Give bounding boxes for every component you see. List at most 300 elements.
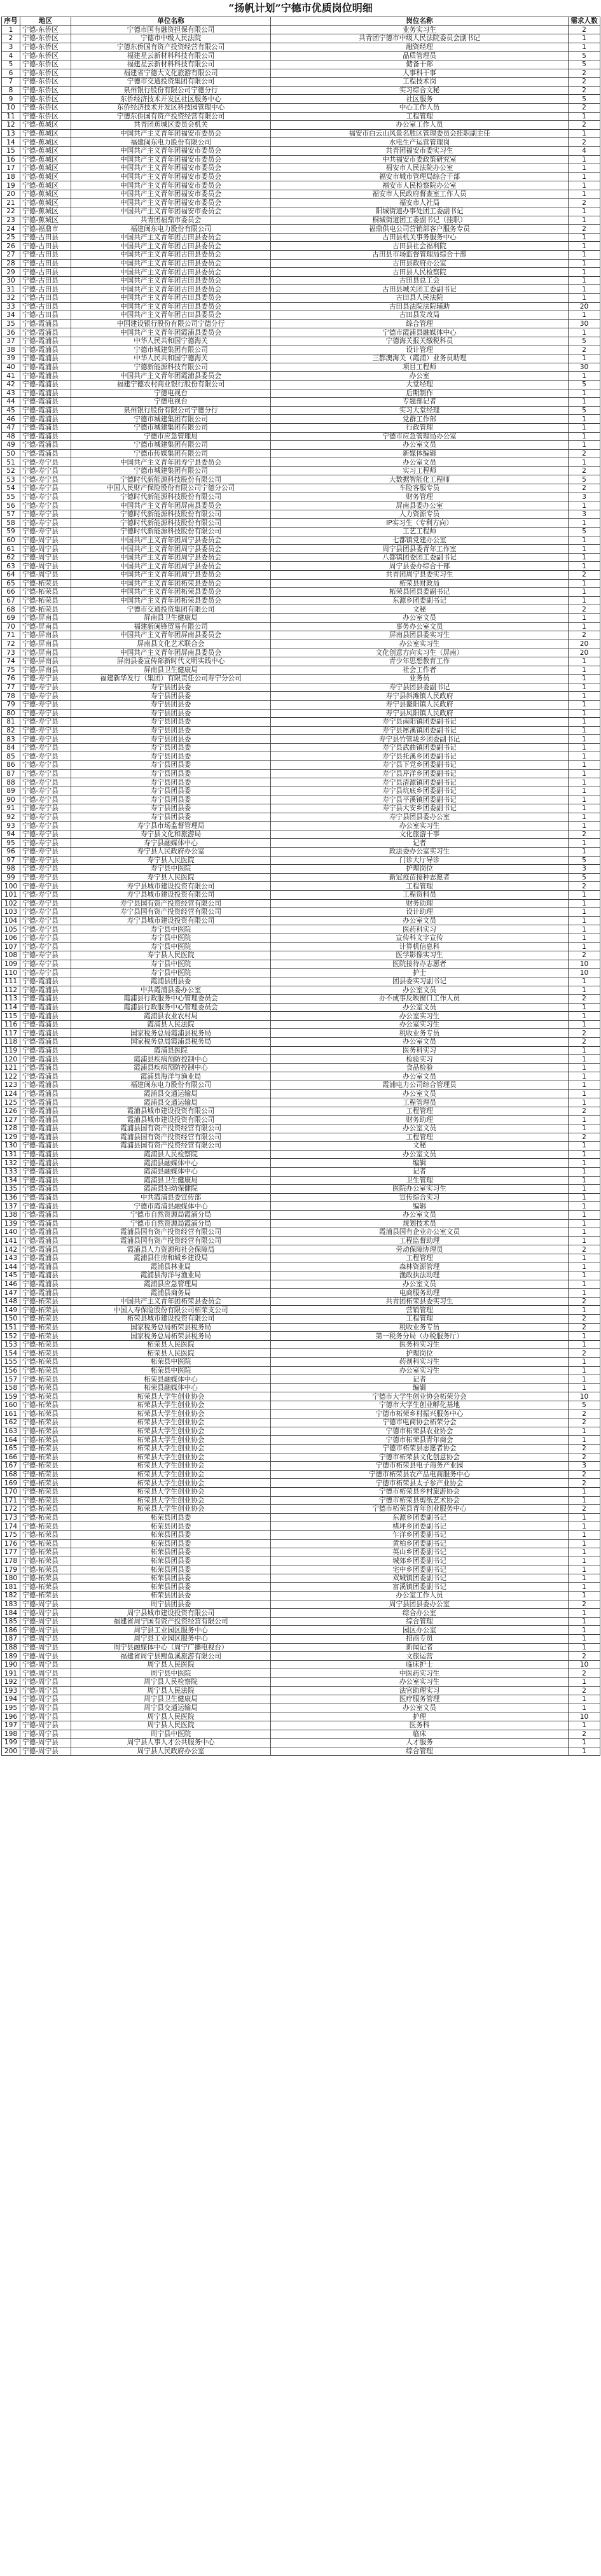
row-position-name: 编辑 bbox=[271, 1159, 569, 1168]
row-number: 83 bbox=[2, 735, 20, 744]
positions-table bbox=[1, 17, 600, 1756]
row-number: 93 bbox=[2, 822, 20, 830]
row-position-name: 医学影像实习生 bbox=[271, 951, 569, 960]
row-headcount: 20 bbox=[569, 302, 600, 311]
row-district: 宁德-霞浦县 bbox=[20, 1038, 71, 1047]
row-district: 宁德-东侨区 bbox=[20, 78, 71, 87]
row-headcount: 1 bbox=[569, 1124, 600, 1133]
row-number: 45 bbox=[2, 406, 20, 415]
row-district: 宁德-柘荣县 bbox=[20, 1574, 71, 1583]
row-district: 宁德-霞浦县 bbox=[20, 1202, 71, 1211]
row-position-name: 大堂经理 bbox=[271, 380, 569, 389]
row-number: 185 bbox=[2, 1617, 20, 1626]
row-unit-name: 寿宁县融媒体中心 bbox=[71, 839, 271, 848]
row-position-name: 财务助理 bbox=[271, 899, 569, 908]
row-position-name: 古田县人民法院 bbox=[271, 294, 569, 303]
row-unit-name: 国家税务总局霞浦县税务局 bbox=[71, 1038, 271, 1047]
row-position-name: 文化旅游干事 bbox=[271, 830, 569, 839]
row-district: 宁德-柘荣县 bbox=[20, 1479, 71, 1488]
row-district: 宁德-柘荣县 bbox=[20, 1427, 71, 1436]
row-number: 197 bbox=[2, 1721, 20, 1730]
row-district: 宁德-蕉城区 bbox=[20, 138, 71, 147]
row-headcount: 1 bbox=[569, 1583, 600, 1592]
row-unit-name: 宁德市城建集团有限公司 bbox=[71, 423, 271, 432]
row-headcount: 2 bbox=[569, 1479, 600, 1488]
row-headcount: 2 bbox=[569, 103, 600, 112]
row-headcount: 1 bbox=[569, 164, 600, 173]
row-unit-name: 福建省周宁县鲤鱼溪旅游有限公司 bbox=[71, 1652, 271, 1661]
table-row bbox=[2, 432, 600, 441]
row-number: 133 bbox=[2, 1167, 20, 1176]
row-headcount: 1 bbox=[569, 908, 600, 917]
table-row bbox=[2, 769, 600, 778]
table-row bbox=[2, 1565, 600, 1574]
row-position-name: 财务助理 bbox=[271, 1116, 569, 1124]
row-unit-name: 福建闽东电力股份有限公司 bbox=[71, 138, 271, 147]
row-number: 85 bbox=[2, 752, 20, 761]
row-unit-name: 霞浦县国有资产投资经营有限公司 bbox=[71, 1133, 271, 1142]
row-number: 8 bbox=[2, 86, 20, 95]
row-unit-name: 霞浦县融媒体中心 bbox=[71, 1159, 271, 1168]
row-headcount: 1 bbox=[569, 553, 600, 562]
row-headcount: 2 bbox=[569, 1652, 600, 1661]
row-number: 73 bbox=[2, 648, 20, 657]
row-number: 188 bbox=[2, 1643, 20, 1652]
row-position-name: 储备干部 bbox=[271, 60, 569, 69]
table-row bbox=[2, 1496, 600, 1505]
row-number: 146 bbox=[2, 1280, 20, 1289]
table-row bbox=[2, 172, 600, 181]
row-unit-name: 中国共产主义青年团福安市委员会 bbox=[71, 129, 271, 138]
row-district: 宁德-霞浦县 bbox=[20, 995, 71, 1004]
row-district: 宁德-霞浦县 bbox=[20, 1124, 71, 1133]
row-district: 宁德-柘荣县 bbox=[20, 1487, 71, 1496]
row-headcount: 5 bbox=[569, 60, 600, 69]
table-row bbox=[2, 155, 600, 164]
row-unit-name: 宁德东侨国有资产投资经营有限公司 bbox=[71, 112, 271, 121]
row-position-name: 记者 bbox=[271, 1375, 569, 1384]
row-number: 21 bbox=[2, 199, 20, 207]
row-district: 宁德-柘荣县 bbox=[20, 1462, 71, 1471]
row-headcount: 3 bbox=[569, 865, 600, 874]
row-position-name: 办公室文员 bbox=[271, 986, 569, 995]
row-number: 47 bbox=[2, 423, 20, 432]
row-district: 宁德-屏南县 bbox=[20, 631, 71, 640]
row-number: 71 bbox=[2, 631, 20, 640]
row-headcount: 1 bbox=[569, 1185, 600, 1194]
row-headcount: 1 bbox=[569, 1150, 600, 1159]
row-number: 191 bbox=[2, 1669, 20, 1678]
table-row bbox=[2, 1020, 600, 1029]
row-unit-name: 中华人民共和国宁德海关 bbox=[71, 337, 271, 346]
row-headcount: 1 bbox=[569, 1436, 600, 1445]
row-unit-name: 寿宁县国有资产投资经营有限公司 bbox=[71, 899, 271, 908]
row-headcount: 2 bbox=[569, 1418, 600, 1427]
row-unit-name: 霞浦县交通运输局 bbox=[71, 1089, 271, 1098]
table-row bbox=[2, 1072, 600, 1081]
table-row bbox=[2, 683, 600, 692]
row-unit-name: 泉州银行股份有限公司宁德分行 bbox=[71, 86, 271, 95]
table-row bbox=[2, 86, 600, 95]
row-unit-name: 寿宁县团县委 bbox=[71, 752, 271, 761]
row-position-name: 办公室文员 bbox=[271, 458, 569, 467]
row-district: 宁德-霞浦县 bbox=[20, 346, 71, 354]
row-unit-name: 柘荣县团县委 bbox=[71, 1530, 271, 1539]
row-headcount: 2 bbox=[569, 225, 600, 234]
row-district: 宁德-古田县 bbox=[20, 311, 71, 320]
row-district: 宁德-霞浦县 bbox=[20, 1167, 71, 1176]
row-district: 宁德-柘荣县 bbox=[20, 1436, 71, 1445]
row-district: 宁德-寿宁县 bbox=[20, 683, 71, 692]
row-number: 139 bbox=[2, 1219, 20, 1228]
row-district: 宁德-周宁县 bbox=[20, 1626, 71, 1635]
row-unit-name: 霞浦县城市建设投资有限公司 bbox=[71, 1107, 271, 1116]
row-district: 宁德-周宁县 bbox=[20, 571, 71, 580]
row-unit-name: 霞浦县妇幼保健院 bbox=[71, 1185, 271, 1194]
table-row bbox=[2, 466, 600, 475]
row-unit-name: 寿宁县人民医院 bbox=[71, 873, 271, 882]
row-headcount: 2 bbox=[569, 1730, 600, 1739]
row-headcount: 1 bbox=[569, 1072, 600, 1081]
row-headcount: 1 bbox=[569, 1142, 600, 1151]
row-headcount: 1 bbox=[569, 1358, 600, 1367]
row-district: 宁德-柘荣县 bbox=[20, 1401, 71, 1410]
row-headcount: 2 bbox=[569, 1470, 600, 1479]
row-number: 194 bbox=[2, 1695, 20, 1704]
row-headcount: 1 bbox=[569, 1340, 600, 1349]
row-number: 37 bbox=[2, 337, 20, 346]
row-position-name: 办公室文员 bbox=[271, 613, 569, 622]
row-position-name: 人才服务 bbox=[271, 1739, 569, 1747]
table-row bbox=[2, 1643, 600, 1652]
table-row bbox=[2, 942, 600, 951]
table-row bbox=[2, 873, 600, 882]
row-position-name: 财务管理 bbox=[271, 493, 569, 501]
row-position-name: 医务科实习生 bbox=[271, 1340, 569, 1349]
table-row bbox=[2, 856, 600, 865]
row-number: 57 bbox=[2, 510, 20, 519]
row-number: 41 bbox=[2, 372, 20, 381]
row-district: 宁德-霞浦县 bbox=[20, 1012, 71, 1021]
row-number: 117 bbox=[2, 1029, 20, 1038]
row-number: 151 bbox=[2, 1323, 20, 1332]
row-number: 60 bbox=[2, 536, 20, 545]
row-unit-name: 中国共产主义青年团霞浦县委员会 bbox=[71, 372, 271, 381]
row-number: 23 bbox=[2, 216, 20, 225]
row-position-name: 寿宁县犀溪镇团委副书记 bbox=[271, 726, 569, 735]
row-number: 68 bbox=[2, 605, 20, 614]
row-unit-name: 宁德时代新能源科技股份有限公司 bbox=[71, 510, 271, 519]
table-row bbox=[2, 268, 600, 277]
table-row bbox=[2, 319, 600, 328]
row-number: 175 bbox=[2, 1530, 20, 1539]
row-district: 宁德-霞浦县 bbox=[20, 1081, 71, 1090]
row-number: 190 bbox=[2, 1660, 20, 1669]
table-row bbox=[2, 1427, 600, 1436]
table-row bbox=[2, 1539, 600, 1548]
row-headcount: 1 bbox=[569, 1695, 600, 1704]
table-row bbox=[2, 613, 600, 622]
table-row bbox=[2, 233, 600, 242]
row-position-name: 文旅运营 bbox=[271, 1652, 569, 1661]
row-district: 宁德-柘荣县 bbox=[20, 1323, 71, 1332]
row-number: 174 bbox=[2, 1522, 20, 1531]
row-unit-name: 霞浦县人民检察院 bbox=[71, 1150, 271, 1159]
row-unit-name: 周宁县卫生健康局 bbox=[71, 1695, 271, 1704]
row-district: 宁德-周宁县 bbox=[20, 1609, 71, 1618]
row-unit-name: 福建星云新材料科技有限公司 bbox=[71, 52, 271, 60]
row-position-name: 临床护士 bbox=[271, 1660, 569, 1669]
row-district: 宁德-霞浦县 bbox=[20, 1289, 71, 1298]
row-headcount: 5 bbox=[569, 873, 600, 882]
row-unit-name: 中国共产主义青年团周宁县委员会 bbox=[71, 553, 271, 562]
table-row bbox=[2, 1133, 600, 1142]
row-position-name: 车险客服专员 bbox=[271, 484, 569, 493]
row-position-name: 办公室文员 bbox=[271, 1124, 569, 1133]
row-unit-name: 柘荣县城市建设投资有限公司 bbox=[71, 1315, 271, 1324]
row-unit-name: 国家税务总局霞浦县税务局 bbox=[71, 1029, 271, 1038]
row-unit-name: 寿宁县中医院 bbox=[71, 925, 271, 934]
table-row bbox=[2, 1366, 600, 1375]
row-position-name: 寿宁县团县委副书记 bbox=[271, 683, 569, 692]
row-position-name: 人事科干事 bbox=[271, 69, 569, 78]
row-number: 13 bbox=[2, 129, 20, 138]
row-number: 25 bbox=[2, 233, 20, 242]
table-row bbox=[2, 1012, 600, 1021]
table-row bbox=[2, 43, 600, 52]
row-position-name: 宁德市大学生创业孵化基地 bbox=[271, 1401, 569, 1410]
row-district: 宁德-古田县 bbox=[20, 233, 71, 242]
row-district: 宁德-东侨区 bbox=[20, 25, 71, 34]
row-headcount: 10 bbox=[569, 960, 600, 969]
row-district: 宁德-蕉城区 bbox=[20, 172, 71, 181]
row-district: 宁德-柘荣县 bbox=[20, 1383, 71, 1392]
row-district: 宁德-霞浦县 bbox=[20, 1185, 71, 1194]
row-position-name: 大数据智能化工程师 bbox=[271, 475, 569, 484]
row-position-name: 工程资料员 bbox=[271, 890, 569, 899]
row-number: 113 bbox=[2, 995, 20, 1004]
row-number: 6 bbox=[2, 69, 20, 78]
table-row bbox=[2, 294, 600, 303]
row-district: 宁德-柘荣县 bbox=[20, 1410, 71, 1418]
row-unit-name: 霞浦县商务局 bbox=[71, 1289, 271, 1298]
row-district: 宁德-寿宁县 bbox=[20, 484, 71, 493]
row-number: 102 bbox=[2, 899, 20, 908]
row-position-name: 编辑 bbox=[271, 1202, 569, 1211]
row-unit-name: 中国共产主义青年团古田县委员会 bbox=[71, 242, 271, 251]
row-district: 宁德-霞浦县 bbox=[20, 423, 71, 432]
row-unit-name: 霞浦县团县委 bbox=[71, 977, 271, 986]
row-position-name: 柘荣县财政局 bbox=[271, 579, 569, 588]
row-district: 宁德-周宁县 bbox=[20, 1695, 71, 1704]
row-district: 宁德-寿宁县 bbox=[20, 761, 71, 770]
row-unit-name: 宁德市应急管理局 bbox=[71, 432, 271, 441]
row-district: 宁德-霞浦县 bbox=[20, 337, 71, 346]
row-district: 宁德-周宁县 bbox=[20, 1704, 71, 1712]
row-position-name: 古田县社会福利院 bbox=[271, 242, 569, 251]
row-number: 7 bbox=[2, 78, 20, 87]
row-headcount: 5 bbox=[569, 337, 600, 346]
row-unit-name: 寿宁县中医院 bbox=[71, 934, 271, 942]
row-headcount: 1 bbox=[569, 1617, 600, 1626]
table-row bbox=[2, 934, 600, 942]
row-headcount: 1 bbox=[569, 34, 600, 43]
row-headcount: 1 bbox=[569, 207, 600, 216]
row-district: 宁德-柘荣县 bbox=[20, 1505, 71, 1514]
row-headcount: 1 bbox=[569, 1063, 600, 1072]
row-position-name: 卫生管理 bbox=[271, 1176, 569, 1185]
table-row bbox=[2, 830, 600, 839]
row-headcount: 2 bbox=[569, 1600, 600, 1609]
row-district: 宁德-霞浦县 bbox=[20, 1176, 71, 1185]
row-headcount: 1 bbox=[569, 372, 600, 381]
row-unit-name: 霞浦县国有资产投资经营有限公司 bbox=[71, 1124, 271, 1133]
table-row bbox=[2, 103, 600, 112]
row-headcount: 2 bbox=[569, 1315, 600, 1324]
table-row bbox=[2, 865, 600, 874]
row-unit-name: 宁德时代新能源科技股份有限公司 bbox=[71, 528, 271, 536]
row-number: 64 bbox=[2, 571, 20, 580]
row-unit-name: 宁德市交通投资集团有限公司 bbox=[71, 78, 271, 87]
table-row bbox=[2, 1297, 600, 1306]
row-unit-name: 柘荣县大学生创业协会 bbox=[71, 1470, 271, 1479]
row-position-name: 医院接待办志愿者 bbox=[271, 960, 569, 969]
row-unit-name: 中国共产主义青年团福安市委员会 bbox=[71, 146, 271, 155]
table-row bbox=[2, 285, 600, 294]
table-row bbox=[2, 908, 600, 917]
table-row bbox=[2, 579, 600, 588]
table-row bbox=[2, 458, 600, 467]
table-row bbox=[2, 848, 600, 857]
row-district: 宁德-寿宁县 bbox=[20, 960, 71, 969]
row-number: 24 bbox=[2, 225, 20, 234]
row-unit-name: 宁德市中级人民法院 bbox=[71, 34, 271, 43]
row-headcount: 1 bbox=[569, 1747, 600, 1756]
row-unit-name: 中国人民财产保险股份有限公司宁德分公司 bbox=[71, 484, 271, 493]
row-unit-name: 霞浦县农业农村局 bbox=[71, 1012, 271, 1021]
row-unit-name: 东侨经济技术开发区科技园管理中心 bbox=[71, 103, 271, 112]
row-unit-name: 中国共产主义青年团周宁县委员会 bbox=[71, 545, 271, 554]
row-district: 宁德-福鼎市 bbox=[20, 225, 71, 234]
row-headcount: 1 bbox=[569, 1635, 600, 1644]
row-position-name: 福安市人民法院办公室 bbox=[271, 164, 569, 173]
row-district: 宁德-屏南县 bbox=[20, 613, 71, 622]
row-district: 宁德-寿宁县 bbox=[20, 735, 71, 744]
row-unit-name: 寿宁县文化和旅游局 bbox=[71, 830, 271, 839]
row-position-name: 寿宁县武曲镇团委副书记 bbox=[271, 743, 569, 752]
row-unit-name: 寿宁县团县委 bbox=[71, 683, 271, 692]
row-position-name: 宅中乡团委副书记 bbox=[271, 1565, 569, 1574]
row-headcount: 1 bbox=[569, 925, 600, 934]
row-number: 186 bbox=[2, 1626, 20, 1635]
row-unit-name: 周宁县中医院 bbox=[71, 1669, 271, 1678]
row-unit-name: 柘荣县团县委 bbox=[71, 1548, 271, 1557]
row-position-name: 新闻记者 bbox=[271, 1643, 569, 1652]
row-unit-name: 国家税务总局柘荣县税务局 bbox=[71, 1323, 271, 1332]
row-unit-name: 周宁县中医院 bbox=[71, 1730, 271, 1739]
row-headcount: 2 bbox=[569, 1410, 600, 1418]
row-district: 宁德-周宁县 bbox=[20, 1635, 71, 1644]
row-number: 87 bbox=[2, 769, 20, 778]
table-row bbox=[2, 415, 600, 424]
table-row bbox=[2, 1609, 600, 1618]
row-number: 167 bbox=[2, 1462, 20, 1471]
row-district: 宁德-柘荣县 bbox=[20, 1557, 71, 1565]
row-unit-name: 寿宁县中医院 bbox=[71, 960, 271, 969]
table-row bbox=[2, 761, 600, 770]
row-district: 宁德-东侨区 bbox=[20, 112, 71, 121]
row-district: 宁德-霞浦县 bbox=[20, 372, 71, 381]
row-district: 宁德-霞浦县 bbox=[20, 1116, 71, 1124]
row-unit-name: 柘荣县团县委 bbox=[71, 1539, 271, 1548]
row-district: 宁德-寿宁县 bbox=[20, 718, 71, 727]
row-number: 44 bbox=[2, 398, 20, 407]
row-unit-name: 周宁县人民法院 bbox=[71, 1686, 271, 1695]
row-unit-name: 中国共产主义青年团古田县委员会 bbox=[71, 302, 271, 311]
row-district: 宁德-霞浦县 bbox=[20, 1271, 71, 1280]
row-unit-name: 宁德东侨国有资产投资经营有限公司 bbox=[71, 43, 271, 52]
row-unit-name: 福建宁德农村商业银行股份有限公司 bbox=[71, 380, 271, 389]
row-headcount: 1 bbox=[569, 328, 600, 337]
row-unit-name: 柘荣县团县委 bbox=[71, 1574, 271, 1583]
row-headcount: 1 bbox=[569, 311, 600, 320]
table-row bbox=[2, 363, 600, 372]
row-headcount: 1 bbox=[569, 1332, 600, 1341]
row-unit-name: 柘荣县大学生创业协会 bbox=[71, 1479, 271, 1488]
row-position-name: 宁德市柘荣县乡村旅游协会 bbox=[271, 1487, 569, 1496]
row-position-name: 办公室文员 bbox=[271, 916, 569, 925]
row-headcount: 1 bbox=[569, 657, 600, 666]
row-position-name: 护理岗位 bbox=[271, 1349, 569, 1358]
row-headcount: 2 bbox=[569, 199, 600, 207]
row-headcount: 1 bbox=[569, 1210, 600, 1219]
row-number: 74 bbox=[2, 657, 20, 666]
row-number: 132 bbox=[2, 1159, 20, 1168]
row-position-name: 古田县机关事务服务中心 bbox=[271, 233, 569, 242]
row-unit-name: 寿宁县中医院 bbox=[71, 969, 271, 977]
row-position-name: 综合办公室 bbox=[271, 1609, 569, 1618]
row-unit-name: 中国共产主义青年团古田县委员会 bbox=[71, 285, 271, 294]
row-district: 宁德-寿宁县 bbox=[20, 822, 71, 830]
row-unit-name: 柘荣县中医院 bbox=[71, 1358, 271, 1367]
table-row bbox=[2, 1479, 600, 1488]
row-unit-name: 霞浦县国有资产投资经营有限公司 bbox=[71, 1236, 271, 1245]
row-headcount: 2 bbox=[569, 466, 600, 475]
table-row bbox=[2, 1401, 600, 1410]
row-number: 2 bbox=[2, 34, 20, 43]
row-number: 3 bbox=[2, 43, 20, 52]
row-unit-name: 周宁县工业园区服务中心 bbox=[71, 1626, 271, 1635]
row-district: 宁德-霞浦县 bbox=[20, 319, 71, 328]
row-position-name: 城郊乡团委副书记 bbox=[271, 1557, 569, 1565]
table-row bbox=[2, 406, 600, 415]
row-headcount: 1 bbox=[569, 692, 600, 701]
row-headcount: 1 bbox=[569, 259, 600, 268]
page-title: “扬帆计划”宁德市优质岗位明细 bbox=[228, 2, 373, 14]
row-unit-name: 寿宁县中医院 bbox=[71, 865, 271, 874]
row-number: 5 bbox=[2, 60, 20, 69]
row-unit-name: 柘荣县团县委 bbox=[71, 1592, 271, 1600]
col-header-unit: 单位名称 bbox=[71, 17, 271, 26]
table-row bbox=[2, 1236, 600, 1245]
row-unit-name: 寿宁县团县委 bbox=[71, 795, 271, 804]
row-position-name: 工程管理 bbox=[271, 1315, 569, 1324]
table-body bbox=[2, 25, 600, 1756]
row-number: 59 bbox=[2, 528, 20, 536]
row-district: 宁德-霞浦县 bbox=[20, 1280, 71, 1289]
row-position-name: 护理岗位 bbox=[271, 865, 569, 874]
row-position-name: 宣传综合实习 bbox=[271, 1193, 569, 1202]
